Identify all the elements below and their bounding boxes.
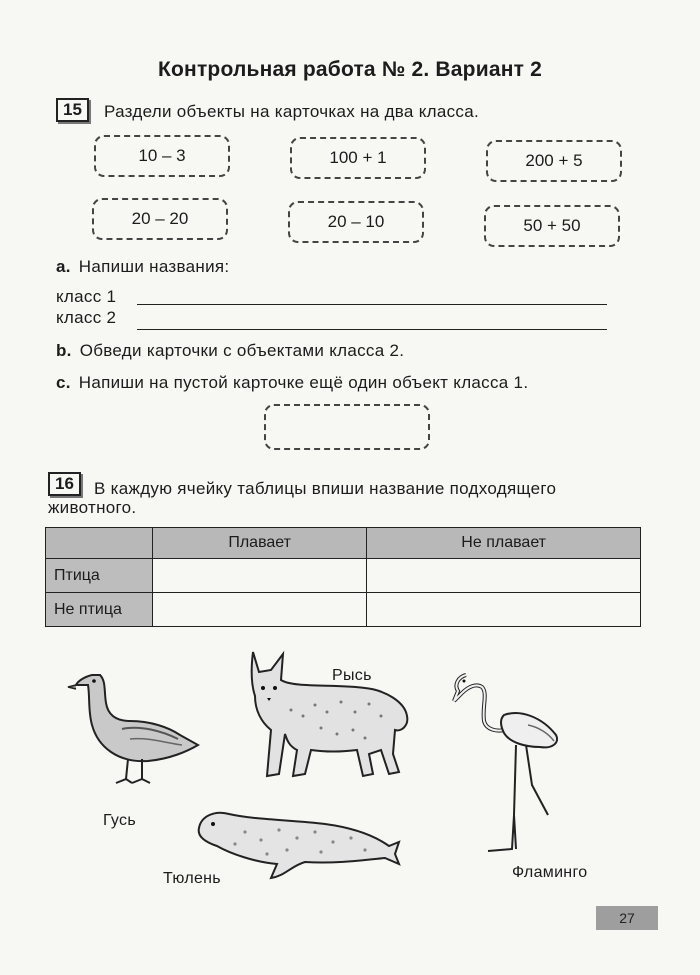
row-header-not-bird: Не птица	[46, 593, 153, 627]
page-title: Контрольная работа № 2. Вариант 2	[158, 58, 542, 81]
class-2-label: класс 2	[56, 308, 117, 327]
seal-illustration	[195, 806, 400, 881]
card-3[interactable]: 200 + 5	[486, 140, 622, 182]
row-header-bird: Птица	[46, 559, 153, 593]
flamingo-label: Фламинго	[512, 864, 588, 881]
animals-table	[45, 527, 641, 627]
task-15c-text: Напиши на пустой карточке ещё один объект класса 1.	[78, 373, 529, 392]
card-4[interactable]: 20 – 20	[92, 198, 228, 240]
card-5[interactable]: 20 – 10	[288, 201, 424, 243]
task-15b-text: Обведи карточки с объектами класса 2.	[79, 341, 405, 360]
table-header-row	[46, 528, 641, 559]
card-6[interactable]: 50 + 50	[484, 205, 620, 247]
column-header-not-swims: Не плавает	[367, 528, 641, 559]
lynx-label: Рысь	[332, 667, 372, 684]
task-15a	[56, 257, 229, 277]
answer-cell-not-bird-not-swims[interactable]	[367, 593, 641, 627]
table-row	[46, 559, 641, 593]
flamingo-illustration	[448, 665, 568, 855]
task-15b	[56, 341, 404, 361]
answer-cell-not-bird-swims[interactable]	[153, 593, 367, 627]
class-2-answer-line[interactable]	[137, 329, 607, 330]
class-1-label: класс 1	[56, 287, 117, 306]
seal-label: Тюлень	[163, 870, 221, 887]
answer-cell-bird-swims[interactable]	[153, 559, 367, 593]
goose-illustration	[70, 655, 205, 795]
task-15-text: Раздели объекты на карточках на два класса.	[104, 102, 479, 121]
task-15-number: 15	[56, 98, 89, 122]
card-1[interactable]: 10 – 3	[94, 135, 230, 177]
task-15a-text: Напиши названия:	[78, 257, 230, 276]
class-1-answer-line[interactable]	[137, 304, 607, 305]
answer-cell-bird-not-swims[interactable]	[367, 559, 641, 593]
table-corner-cell	[46, 528, 153, 559]
empty-card[interactable]	[264, 404, 430, 450]
lynx-illustration	[245, 650, 415, 785]
goose-label: Гусь	[103, 812, 136, 829]
table-row	[46, 593, 641, 627]
task-15c-letter: c.	[56, 373, 71, 392]
task-16-number: 16	[48, 472, 81, 496]
column-header-swims: Плавает	[153, 528, 367, 559]
task-15c	[56, 373, 528, 393]
task-16-text-line1: В каждую ячейку таблицы впиши название подходящего	[94, 479, 557, 498]
task-15a-letter: a.	[56, 257, 71, 276]
task-16-text-line2: животного.	[48, 498, 137, 517]
task-15b-letter: b.	[56, 341, 72, 360]
page-number: 27	[596, 906, 658, 930]
card-2[interactable]: 100 + 1	[290, 137, 426, 179]
